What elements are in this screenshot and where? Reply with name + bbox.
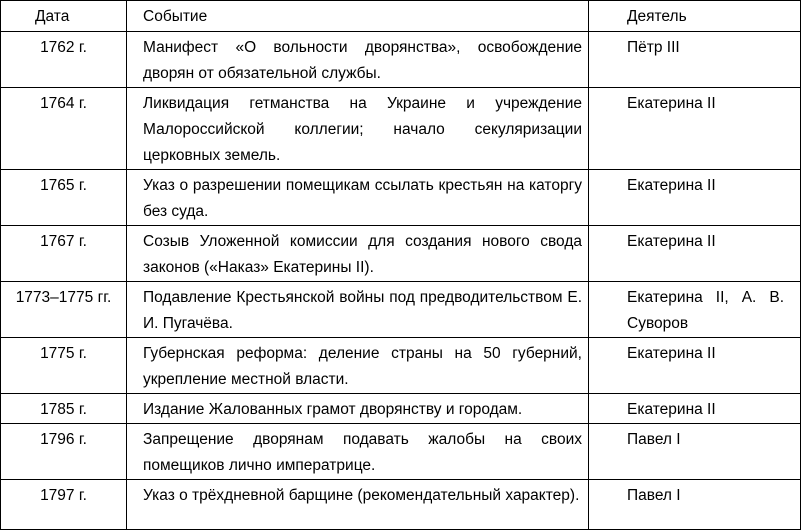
cell-event: Запрещение дворянам подавать жалобы на своих помещиков лично императрице. (127, 424, 589, 480)
cell-date: 1764 г. (1, 88, 127, 170)
table-row (1, 282, 801, 338)
cell-event: Созыв Уложенной комиссии для создания нового свода законов («Наказ» Екатерины II). (127, 226, 589, 282)
cell-date: 1762 г. (1, 32, 127, 88)
cell-actor: Екатерина II (589, 394, 801, 424)
cell-date: 1796 г. (1, 424, 127, 480)
cell-actor: Павел I (589, 424, 801, 480)
header-event: Событие (127, 1, 589, 32)
cell-actor: Екатерина II (589, 170, 801, 226)
cell-event: Издание Жалованных грамот дворянству и городам. (127, 394, 589, 424)
cell-date: 1785 г. (1, 394, 127, 424)
header-date: Дата (1, 1, 127, 32)
table-row (1, 88, 801, 170)
cell-event: Указ о разрешении помещикам ссылать крестьян на каторгу без суда. (127, 170, 589, 226)
cell-actor: Павел I (589, 480, 801, 530)
cell-date: 1765 г. (1, 170, 127, 226)
table-row (1, 32, 801, 88)
cell-date: 1775 г. (1, 338, 127, 394)
cell-actor: Екатерина II (589, 88, 801, 170)
table-row (1, 226, 801, 282)
cell-date: 1773–1775 гг. (1, 282, 127, 338)
cell-actor: Пётр III (589, 32, 801, 88)
cell-actor: Екатерина II (589, 338, 801, 394)
cell-date: 1767 г. (1, 226, 127, 282)
table-row (1, 394, 801, 424)
cell-event: Подавление Крестьянской войны под предводительством Е. И. Пугачёва. (127, 282, 589, 338)
cell-event: Указ о трёхдневной барщине (рекомендательный характер). (127, 480, 589, 530)
cell-date: 1797 г. (1, 480, 127, 530)
cell-actor: Екатерина II (589, 226, 801, 282)
table-row (1, 170, 801, 226)
cell-actor: Екатерина II, А. В. Суворов (589, 282, 801, 338)
table-row (1, 424, 801, 480)
table-row (1, 338, 801, 394)
cell-event: Губернская реформа: деление страны на 50 губерний, укрепление местной власти. (127, 338, 589, 394)
table-row (1, 480, 801, 530)
cell-event: Манифест «О вольности дворянства», освобождение дворян от обязательной службы. (127, 32, 589, 88)
cell-event: Ликвидация гетманства на Украине и учреждение Малороссийской коллегии; начало секуляризации церковных земель. (127, 88, 589, 170)
table-header-row (1, 1, 801, 32)
header-actor: Деятель (589, 1, 801, 32)
